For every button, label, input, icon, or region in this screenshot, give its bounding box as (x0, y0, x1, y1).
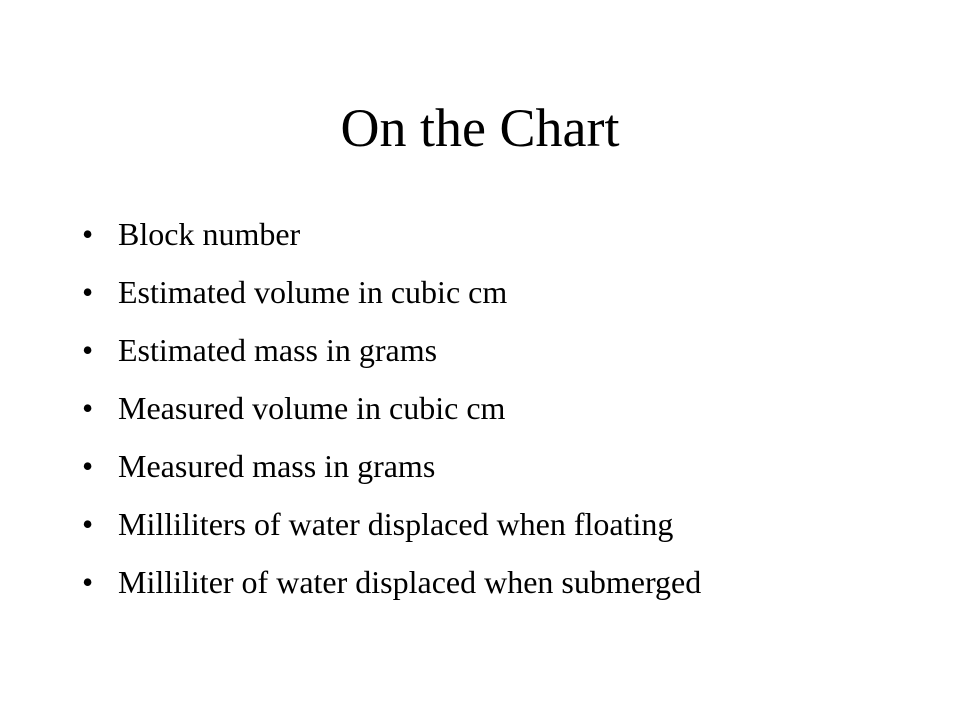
list-item (82, 390, 882, 426)
slide-title: On the Chart (340, 98, 620, 158)
bullet-icon: • (82, 390, 94, 426)
list-item (82, 564, 882, 600)
list-item (82, 506, 882, 542)
list-item-text: Milliliters of water displaced when floating (118, 506, 674, 542)
list-item (82, 332, 882, 368)
list-item (82, 274, 882, 310)
list-item (82, 216, 882, 252)
list-item-text: Measured volume in cubic cm (118, 390, 506, 426)
list-item-text: Estimated mass in grams (118, 332, 438, 368)
bullet-icon: • (82, 448, 94, 484)
bullet-icon: • (82, 564, 94, 600)
list-item (82, 448, 882, 484)
list-item-text: Estimated volume in cubic cm (118, 274, 508, 310)
list-item-text: Measured mass in grams (118, 448, 436, 484)
bullet-icon: • (82, 332, 94, 368)
bullet-icon: • (82, 506, 94, 542)
bullet-icon: • (82, 274, 94, 310)
list-item-text: Block number (118, 216, 301, 252)
list-item-text: Milliliter of water displaced when submerged (118, 564, 702, 600)
bullet-icon: • (82, 216, 94, 252)
bullet-list (82, 216, 882, 600)
